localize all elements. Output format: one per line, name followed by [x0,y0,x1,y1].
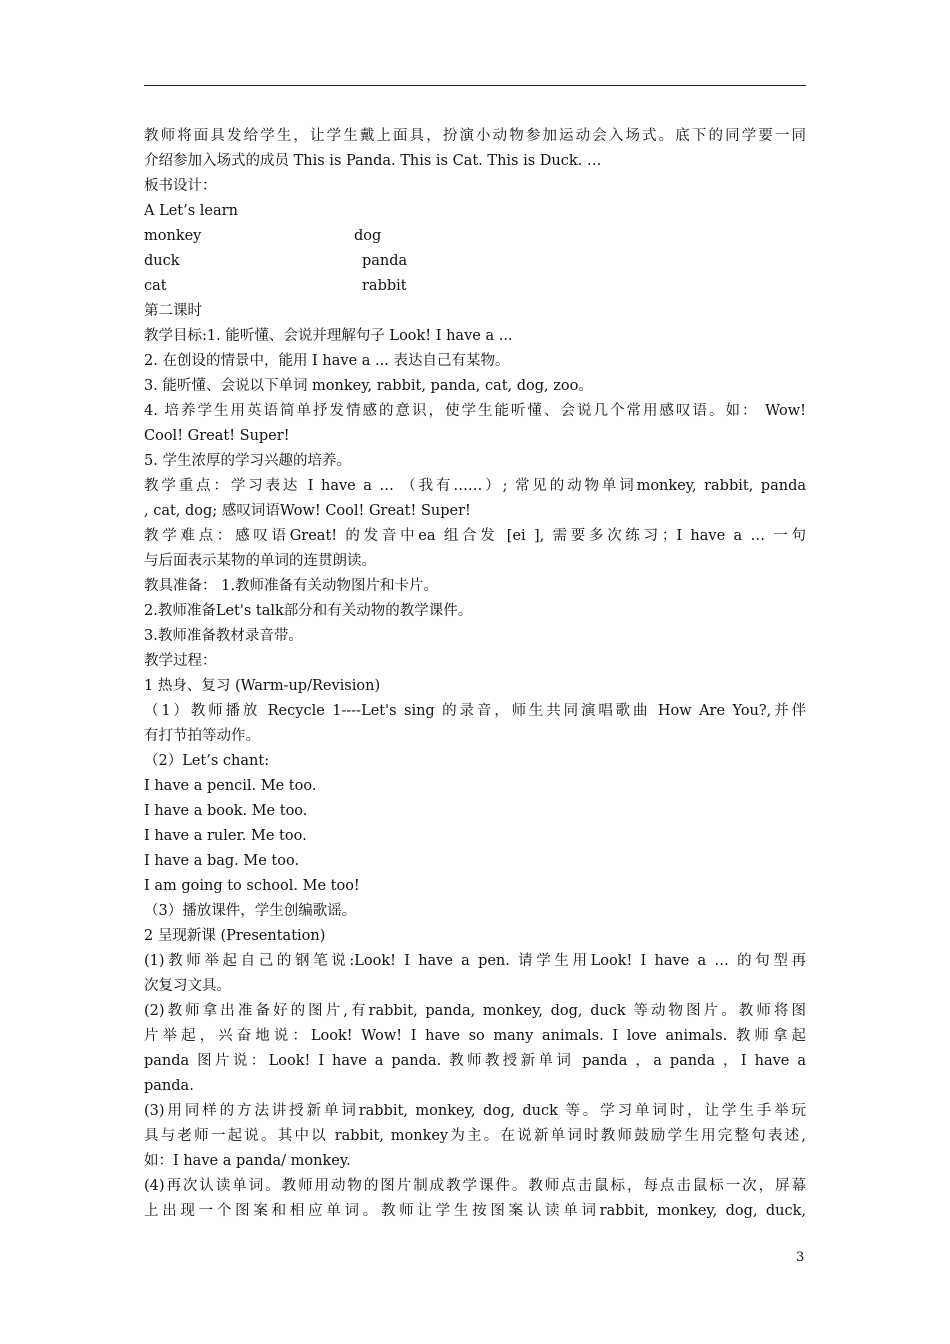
header-rule [144,85,806,86]
paragraph-line: panda 图片说：Look! I have a panda. 教师教授新单词 panda ，a panda ，I have a [144,1053,806,1069]
paragraph-line: 教师将面具发给学生，让学生戴上面具，扮演小动物参加运动会入场式。底下的同学要一同 [144,128,806,144]
paragraph-line: 如：I have a panda/ monkey. [144,1153,351,1169]
paragraph-line: 2. 在创设的情景中，能用 I have a ... 表达自己有某物。 [144,353,510,369]
board-words-row [144,249,806,274]
paragraph-line: (2)教师拿出准备好的图片,有rabbit, panda, monkey, dog, duck 等动物图片。教师将图 [144,1003,806,1019]
document-body [144,124,806,1224]
section-heading: 第二课时 [144,303,202,319]
board-word: monkey [144,228,202,244]
paragraph-line: 3. 能听懂、会说以下单词 monkey, rabbit, panda, cat, dog, zoo。 [144,378,593,394]
paragraph-line: 1 热身、复习 (Warm-up/Revision) [144,678,381,694]
board-word: panda [362,253,408,269]
paragraph-line: A Let’s learn [144,203,238,219]
paragraph-line: (4)再次认读单词。教师用动物的图片制成教学课件。教师点击鼠标，每点击鼠标一次，屏幕 [144,1178,806,1194]
paragraph-line: 2 呈现新课 (Presentation) [144,928,326,944]
paragraph-line: 片举起，兴奋地说：Look! Wow! I have so many animals. I love animals. 教师拿起 [144,1028,806,1044]
paragraph-line: 介绍参加入场式的成员 This is Panda. This is Cat. This is Duck. … [144,153,602,169]
paragraph-line: 3.教师准备教材录音带。 [144,628,303,644]
board-words-row [144,274,806,299]
paragraph-line: （1）教师播放 Recycle 1----Let's sing 的录音，师生共同演唱歌曲 How Are You?,并伴 [144,703,806,719]
paragraph-line: 次复习文具。 [144,978,231,994]
paragraph-line: （3）播放课件，学生创编歌谣。 [144,903,357,919]
chant-line: I am going to school. Me too! [144,878,360,894]
chant-line: I have a ruler. Me too. [144,828,307,844]
paragraph-line: (1)教师举起自己的钢笔说:Look! I have a pen. 请学生用Look! I have a … 的句型再 [144,953,806,969]
chant-line: I have a bag. Me too. [144,853,300,869]
board-word: duck [144,253,180,269]
section-heading: 板书设计： [144,178,217,194]
board-word: dog [354,228,382,244]
paragraph-line: 与后面表示某物的单词的连贯朗读。 [144,553,376,569]
paragraph-line: 教学目标:1. 能听懂、会说并理解句子 Look! I have a ... [144,328,513,344]
section-heading: 教学过程： [144,653,217,669]
chant-line: I have a pencil. Me too. [144,778,317,794]
board-words-row [144,224,806,249]
paragraph-line: 上出现一个图案和相应单词。教师让学生按图案认读单词rabbit, monkey, dog, duck, [144,1203,806,1219]
board-word: rabbit [362,278,407,294]
board-word: cat [144,278,167,294]
paragraph-line: 教学难点：感叹语Great! 的发音中ea 组合发 [ei ], 需要多次练习；I have a … 一句 [144,528,806,544]
chant-line: I have a book. Me too. [144,803,308,819]
paragraph-line: 2.教师准备Let's talk部分和有关动物的教学课件。 [144,603,473,619]
paragraph-line: （2）Let’s chant: [144,753,270,769]
paragraph-line: panda. [144,1078,194,1094]
paragraph-line: 有打节拍等动作。 [144,728,260,744]
paragraph-line: 4. 培养学生用英语简单抒发情感的意识，使学生能听懂、会说几个常用感叹语。如： Wow! [144,403,806,419]
paragraph-line: (3)用同样的方法讲授新单词rabbit, monkey, dog, duck 等。学习单词时，让学生手举玩 [144,1103,806,1119]
page-number: 3 [796,1250,805,1265]
paragraph-line: Cool! Great! Super! [144,428,290,444]
paragraph-line: 5. 学生浓厚的学习兴趣的培养。 [144,453,351,469]
paragraph-line: 教具准备： 1.教师准备有关动物图片和卡片。 [144,578,438,594]
paragraph-line: , cat, dog; 感叹词语Wow! Cool! Great! Super! [144,503,471,519]
paragraph-line: 具与老师一起说。其中以 rabbit, monkey为主。在说新单词时教师鼓励学生用完整句表述, [144,1128,806,1144]
paragraph-line: 教学重点：学习表达 I have a … （我有……）; 常见的动物单词monkey, rabbit, panda [144,478,806,494]
